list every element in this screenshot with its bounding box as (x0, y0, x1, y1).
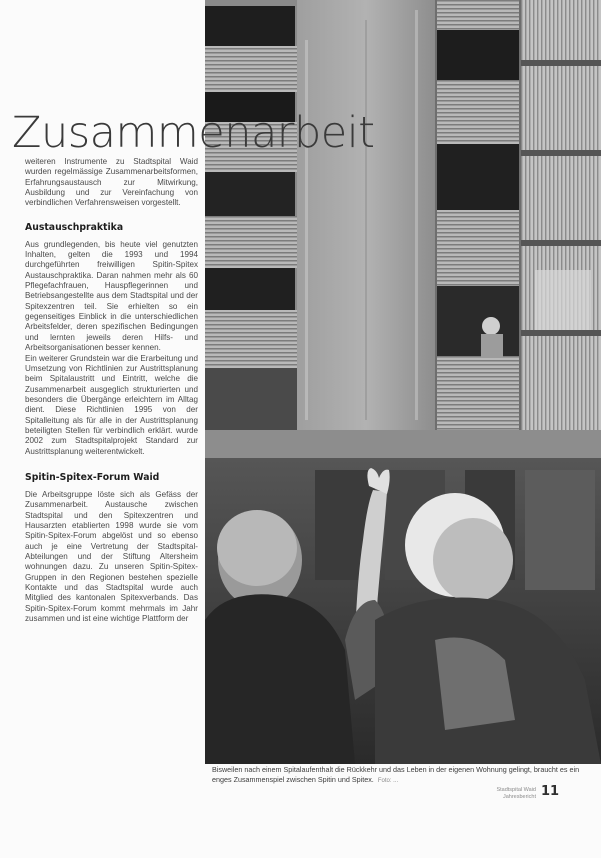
photo-caption (212, 765, 584, 786)
article-headline: Zusammenarbeit (12, 108, 375, 158)
article-text-column (25, 157, 198, 624)
footer-line: Stadtspital Waid (496, 787, 536, 793)
body-paragraph: Aus grundlegenden, bis heute viel genutzten Inhalten, gelten die 1993 und 1994 durchgeführten freiwilligen Spitin-Spitex Austauschpraktika. Daran nahmen mehr als 60 Pflegefachfrauen, Hauspflegerinnen und Betriebsangestellte aus dem Stadtspital und der Spitexzentren teil. Sie erhielten so ein gegenseitiges Einblick in die unterschiedlichen Arbeitsfelder, deren spezifischen Bedingungen und lernten jeweils deren Hilfs- und Arbeitsorganisationen besser kennen. (25, 239, 198, 353)
intro-paragraph: weiteren Instrumente zu Stadtspital Waid wurden regelmässige Zusammenarbeitsformen, Erfahrungsaustausch zur Mitwirkung, Ausbildung und zur Vereinfachung von verbindlichen Verfahrensweisen vorgestellt. (25, 157, 198, 208)
left-balcony-stack (205, 0, 297, 430)
page-number: 11 (541, 784, 560, 799)
section-heading-austauschpraktika: Austauschpraktika (25, 221, 124, 233)
body-paragraph: Die Arbeitsgruppe löste sich als Gefäss der Zusammenarbeit. Austausche zwischen Stadtspital und den Spitexzentren und Hausarzten etablierten 1998 wurde sie vom Spitin-Spitex-Forum abgelöst und so ebenso auch je eine Vertretung der Stadtspital-Abteilungen und der Stiftung Altersheim wohnungen dazu. Zu unseren Spitin-Spitex-Gruppen in den Regionen bestehen spezielle Kontakte und das Stadtspital wurde auch Mitglied des kantonalen Spitexverbands. Das Spitin-Spitex-Forum kommt mehrmals im Jahr zusammen und ist eine wichtige Plattform der (25, 489, 198, 624)
photo-credit: Foto: ... (377, 778, 399, 784)
body-paragraph: Ein weiterer Grundstein war die Erarbeitung und Umsetzung von Richtlinien zur Austrittsplanung beim Spitalaustritt und Eintritt, welche die Zusammenarbeit ausgeglich strukturierten und besonders die Übergänge erleichtern im Alltag dient. Diese Richtlinien 1995 von der Spitalleitung als für alle in der Austrittsplanung beteiligten Stellen für verbindlich erklärt. wurde 2002 zum Stadtspitalprojekt Standard zur Austrittsplanung weiterentwickelt. (25, 353, 198, 456)
far-right-facade (521, 0, 601, 440)
section-heading-forum-waid: Spitin-Spitex-Forum Waid (25, 471, 160, 483)
caption-text: Bisweilen nach einem Spitalaufenthalt die Rückkehr und das Leben in der eigenen Wohnung gelingt, braucht es ein enges Zusammenspiel zwischen Spitin und Spitex. (212, 765, 580, 784)
footer-line: Jahresbericht (502, 794, 536, 800)
right-balcony-stack (435, 0, 521, 435)
footer-publication-info (480, 787, 536, 801)
